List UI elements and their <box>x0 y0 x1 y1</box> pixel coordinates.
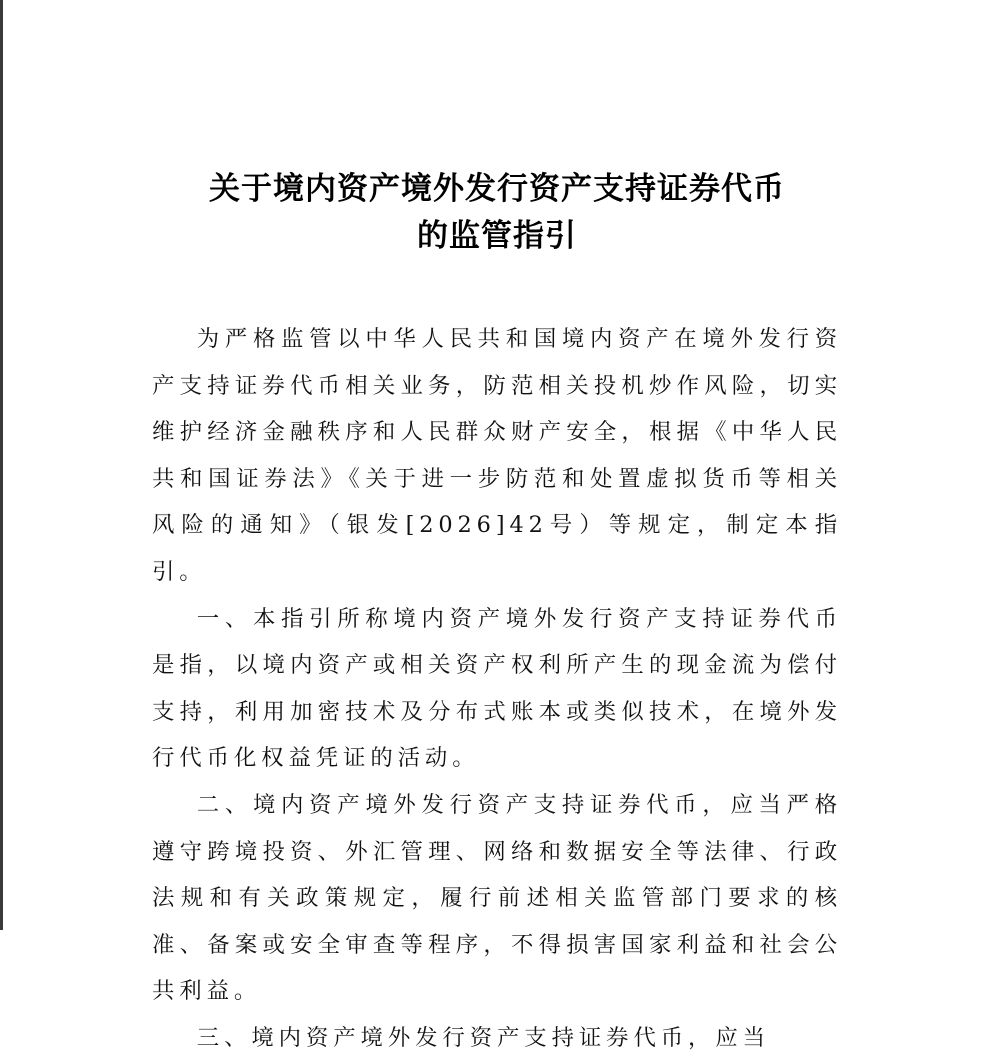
paragraph-preamble: 为严格监管以中华人民共和国境内资产在境外发行资产支持证券代币相关业务，防范相关投机炒作风险，切实维护经济金融秩序和人民群众财产安全，根据《中华人民共和国证券法》《关于进一步防范和处置虚拟货币等相关风险的通知》（银发[2026]42号）等规定，制定本指引。 <box>152 326 842 585</box>
title-line-1: 关于境内资产境外发行资产支持证券代币 <box>209 171 785 207</box>
document-text <box>152 316 842 1062</box>
title-line-2: 的监管指引 <box>417 218 577 254</box>
paragraph-article-1: 一、本指引所称境内资产境外发行资产支持证券代币是指，以境内资产或相关资产权利所产生的现金流为偿付支持，利用加密技术及分布式账本或类似技术，在境外发行代币化权益凭证的活动。 <box>152 605 842 772</box>
paragraph-article-2: 二、境内资产境外发行资产支持证券代币，应当严格遵守跨境投资、外汇管理、网络和数据安全等法律、行政法规和有关政策规定，履行前述相关监管部门要求的核准、备案或安全审查等程序，不得损害国家利益和社会公共利益。 <box>152 791 842 1005</box>
document-title <box>152 166 842 260</box>
paragraph-article-3-partial: 三、境内资产境外发行资产支持证券代币，应当 <box>196 1024 770 1051</box>
page-left-border <box>0 0 3 930</box>
document-body <box>152 166 842 1062</box>
